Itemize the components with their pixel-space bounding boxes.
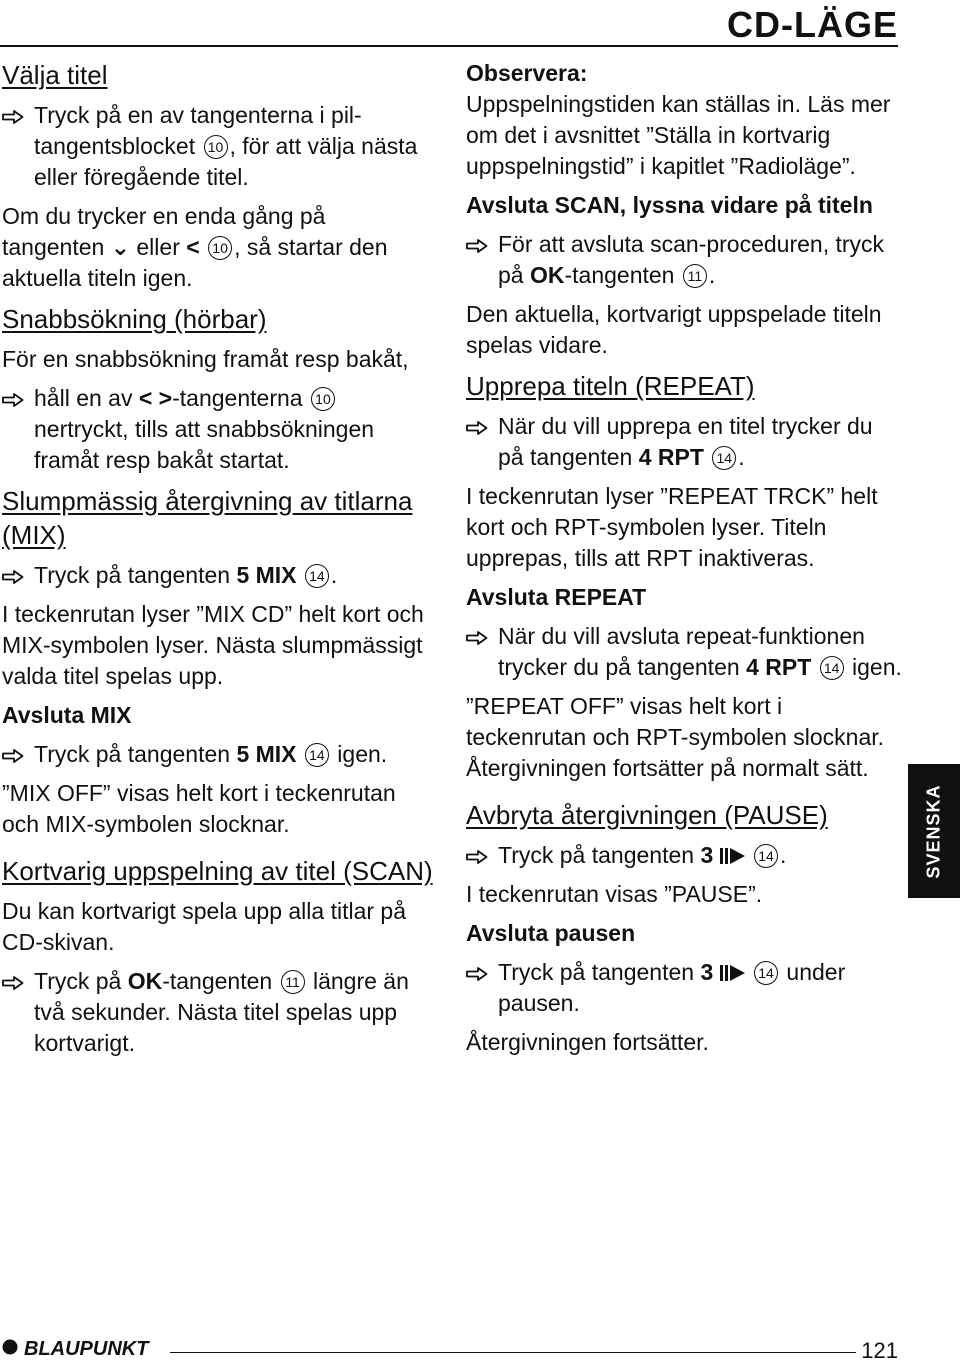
header-rule [0,45,898,47]
step-mix: Tryck på tangenten 5 MIX 14 . [2,560,434,591]
play-pause-icon [720,842,746,868]
rpt-key-label: 4 RPT [746,654,812,680]
step-avsluta-mix: Tryck på tangenten 5 MIX 14 igen. [2,739,434,770]
section-heading-snabbsokning: Snabbsökning (hörbar) [2,304,267,334]
key-number-10: 10 [311,387,335,411]
paragraph-avsluta-mix: ”MIX OFF” visas helt kort i teckenrutan och MIX-symbolen slocknar. [2,780,396,837]
subheading-observera: Observera: [466,60,588,86]
pause-key-label: 3 [700,959,714,985]
arrow-icon [2,560,34,584]
footer-rule [170,1352,856,1353]
step-scan: Tryck på OK-tangenten 11 längre än två sekunder. Nästa titel spelas upp kortvarigt. [2,966,434,1059]
paragraph-avsluta-scan: Den aktuella, kortvarigt uppspelade titeln spelas vidare. [466,301,882,358]
arrow-icon [2,383,34,407]
paragraph-scan: Du kan kortvarigt spela upp alla titlar på CD-skivan. [2,898,406,955]
right-column [466,58,902,1066]
arrow-icon [2,739,34,763]
left-right-keys-icon: < > [138,385,173,411]
arrow-icon [466,621,498,645]
key-number-14: 14 [754,844,778,868]
page-number: 121 [861,1338,898,1363]
paragraph-mix: I teckenrutan lyser ”MIX CD” helt kort och MIX-symbolen lyser. Nästa slumpmässigt valda titel spelas upp. [2,601,424,689]
arrow-icon [466,840,498,864]
key-number-11: 11 [281,970,305,994]
ok-key-label: OK [529,262,565,288]
down-key-icon: ⌄ [110,234,130,260]
arrow-icon [466,229,498,253]
paragraph-repeat: I teckenrutan lyser ”REPEAT TRCK” helt kort och RPT-symbolen lyser. Titeln upprepas, tills att RPT inaktiveras. [466,483,878,571]
pause-key-label: 3 [700,842,714,868]
key-number-10: 10 [208,236,232,260]
key-number-14: 14 [754,961,778,985]
key-number-10: 10 [204,135,228,159]
arrow-icon [2,966,34,990]
subheading-avsluta-mix: Avsluta MIX [2,702,132,728]
step-valja-titel: Tryck på en av tangenterna i pil-tangentsblocket 10 , för att välja nästa eller föregående titel. [2,100,434,193]
key-number-14: 14 [305,743,329,767]
key-number-11: 11 [683,264,707,288]
section-heading-repeat: Upprepa titeln (REPEAT) [466,371,755,401]
blaupunkt-dot-icon [2,1338,18,1361]
arrow-icon [466,411,498,435]
language-tab: SVENSKA [908,764,960,898]
paragraph-avsluta-pausen: Återgivningen fortsätter. [466,1029,709,1055]
step-snabbsokning: håll en av < >-tangenterna 10 nertryckt, tills att snabbsökningen framåt resp bakåt startat. [2,383,434,476]
page-title: CD-LÄGE [727,4,898,45]
play-pause-icon [720,959,746,985]
mix-key-label: 5 MIX [236,741,297,767]
rpt-key-label: 4 RPT [638,444,704,470]
key-number-14: 14 [712,446,736,470]
section-heading-valja-titel: Välja titel [2,60,108,90]
step-repeat: När du vill upprepa en titel trycker du på tangenten 4 RPT 14 . [466,411,902,473]
subheading-avsluta-scan: Avsluta SCAN, lyssna vidare på titeln [466,192,873,218]
subheading-avsluta-pausen: Avsluta pausen [466,920,636,946]
ok-key-label: OK [127,968,163,994]
paragraph-pause: I teckenrutan visas ”PAUSE”. [466,881,763,907]
arrow-icon [466,957,498,981]
section-heading-pause: Avbryta återgivningen (PAUSE) [466,800,828,830]
step-avsluta-scan: För att avsluta scan-proceduren, tryck på OK-tangenten 11 . [466,229,902,291]
section-heading-mix: Slumpmässig återgivning av titlarna (MIX) [2,486,413,550]
left-column [2,58,434,1067]
left-key-icon: < [186,234,200,260]
mix-key-label: 5 MIX [236,562,297,588]
section-heading-scan: Kortvarig uppspelning av titel (SCAN) [2,856,433,886]
brand-name: BLAUPUNKT [24,1338,149,1360]
step-pause: Tryck på tangenten 3 14 . [466,840,902,871]
key-number-14: 14 [820,656,844,680]
subheading-avsluta-repeat: Avsluta REPEAT [466,584,647,610]
arrow-icon [2,100,34,124]
paragraph-valja-titel: Om du trycker en enda gång på tangenten ⌄ eller < 10 , så startar den aktuella titeln igen. [2,203,388,291]
step-avsluta-repeat: När du vill avsluta repeat-funktionen trycker du på tangenten 4 RPT 14 igen. [466,621,902,683]
step-avsluta-pausen: Tryck på tangenten 3 14 under pausen. [466,957,902,1019]
key-number-14: 14 [305,564,329,588]
paragraph-avsluta-repeat: ”REPEAT OFF” visas helt kort i teckenrutan och RPT-symbolen slocknar. Återgivningen fortsätter på normalt sätt. [466,693,885,781]
brand-logo [2,1338,148,1361]
paragraph-snabbsokning: För en snabbsökning framåt resp bakåt, [2,346,409,372]
paragraph-observera: Uppspelningstiden kan ställas in. Läs mer om det i avsnittet ”Ställa in kortvarig uppspelningstid” i kapitlet ”Radioläge”. [466,91,891,179]
